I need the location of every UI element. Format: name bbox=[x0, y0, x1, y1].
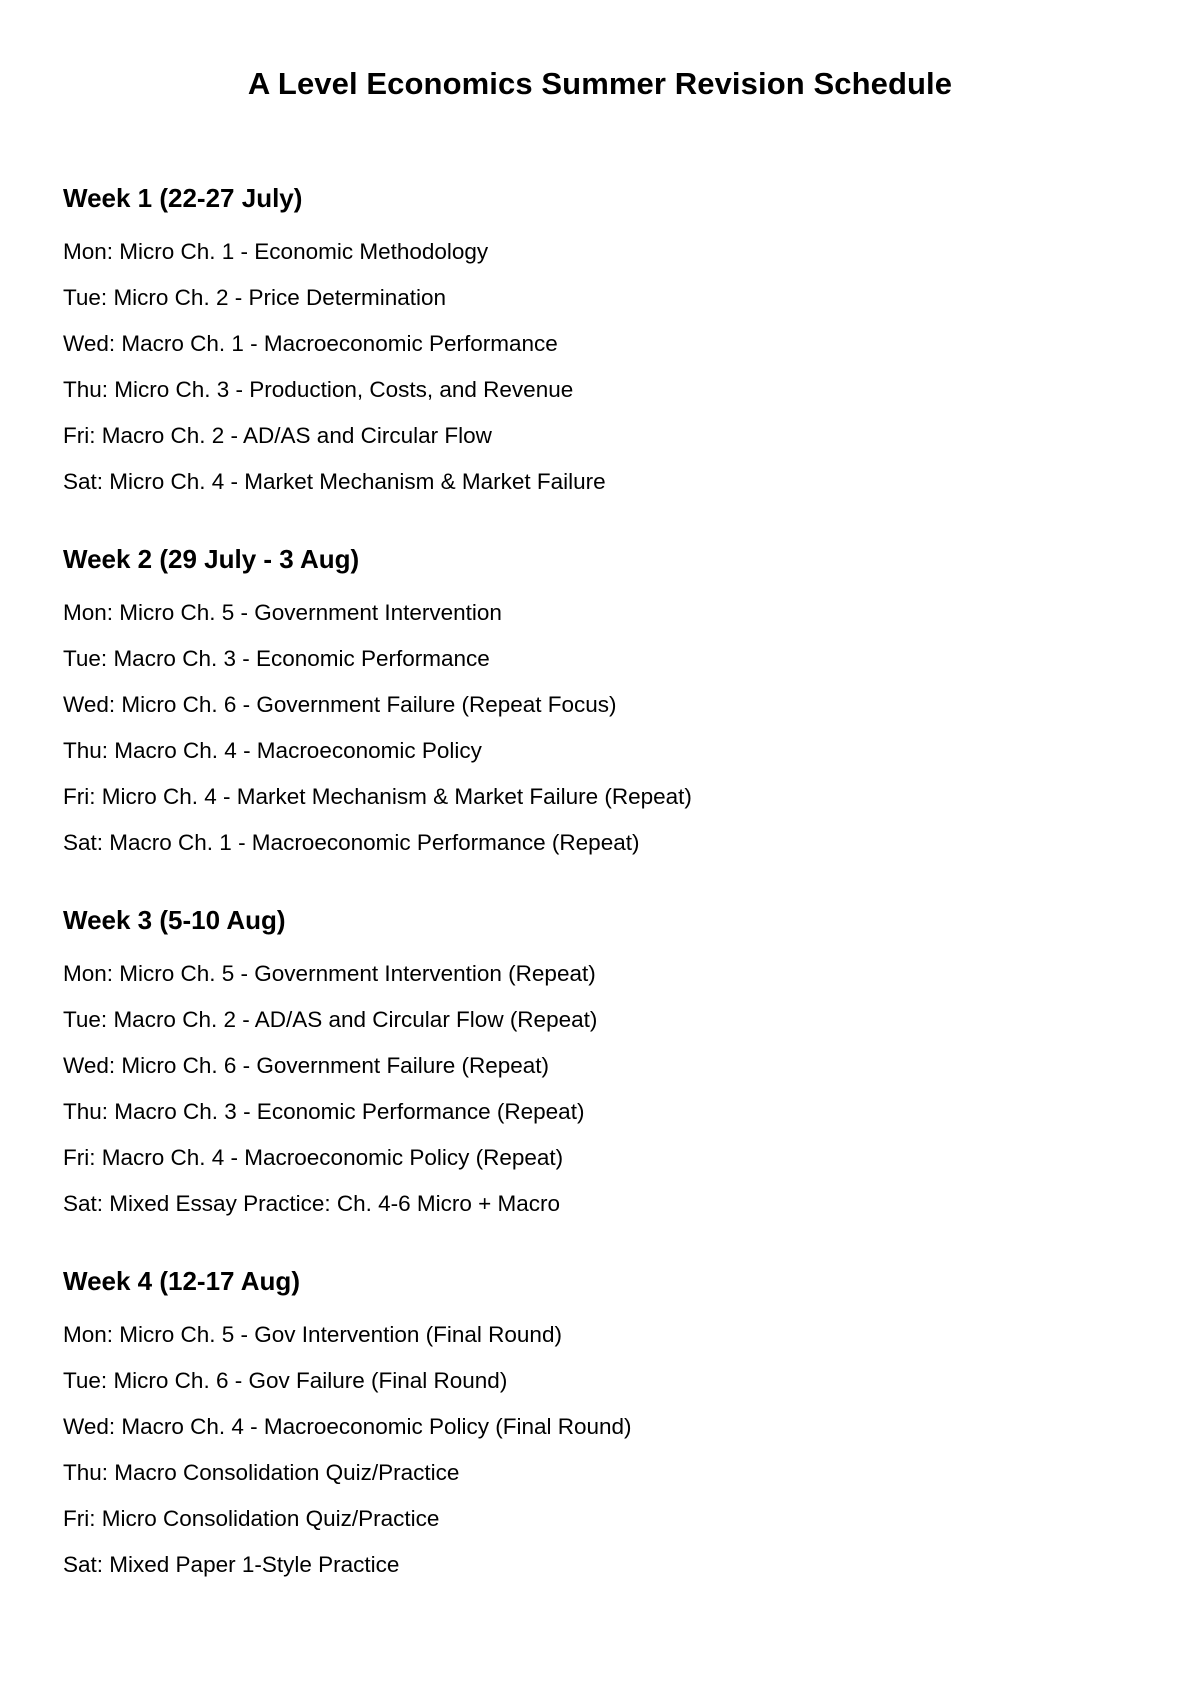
day-item-wed: Wed: Micro Ch. 6 - Government Failure (Repeat Focus) bbox=[63, 692, 617, 717]
week-heading: Week 1 (22-27 July) bbox=[63, 183, 303, 213]
day-item-mon: Mon: Micro Ch. 5 - Government Intervention (Repeat) bbox=[63, 961, 596, 986]
day-item-tue: Tue: Micro Ch. 2 - Price Determination bbox=[63, 285, 447, 310]
day-item-thu: Thu: Macro Ch. 3 - Economic Performance (Repeat) bbox=[63, 1099, 585, 1124]
day-list bbox=[63, 951, 1200, 1227]
day-item-mon: Mon: Micro Ch. 5 - Gov Intervention (Final Round) bbox=[63, 1322, 562, 1347]
week-section-3 bbox=[63, 902, 1200, 1227]
day-item-thu: Thu: Micro Ch. 3 - Production, Costs, and Revenue bbox=[63, 377, 574, 402]
day-item-fri: Fri: Micro Consolidation Quiz/Practice bbox=[63, 1506, 440, 1531]
day-item-mon: Mon: Micro Ch. 5 - Government Intervention bbox=[63, 600, 502, 625]
day-list bbox=[63, 1312, 1200, 1588]
week-section-2 bbox=[63, 541, 1200, 866]
day-item-sat: Sat: Micro Ch. 4 - Market Mechanism & Market Failure bbox=[63, 469, 606, 494]
day-item-thu: Thu: Macro Consolidation Quiz/Practice bbox=[63, 1460, 460, 1485]
day-item-wed: Wed: Macro Ch. 4 - Macroeconomic Policy (Final Round) bbox=[63, 1414, 632, 1439]
week-section-4 bbox=[63, 1263, 1200, 1588]
day-list bbox=[63, 590, 1200, 866]
week-heading: Week 4 (12-17 Aug) bbox=[63, 1266, 300, 1296]
day-item-tue: Tue: Macro Ch. 3 - Economic Performance bbox=[63, 646, 490, 671]
day-item-mon: Mon: Micro Ch. 1 - Economic Methodology bbox=[63, 239, 489, 264]
day-item-sat: Sat: Mixed Essay Practice: Ch. 4-6 Micro + Macro bbox=[63, 1191, 561, 1216]
day-item-sat: Sat: Mixed Paper 1-Style Practice bbox=[63, 1552, 400, 1577]
day-item-sat: Sat: Macro Ch. 1 - Macroeconomic Performance (Repeat) bbox=[63, 830, 640, 855]
day-list bbox=[63, 229, 1200, 505]
week-heading: Week 2 (29 July - 3 Aug) bbox=[63, 544, 360, 574]
document-title: A Level Economics Summer Revision Schedule bbox=[247, 66, 953, 101]
day-item-tue: Tue: Macro Ch. 2 - AD/AS and Circular Flow (Repeat) bbox=[63, 1007, 598, 1032]
day-item-tue: Tue: Micro Ch. 6 - Gov Failure (Final Round) bbox=[63, 1368, 508, 1393]
week-heading: Week 3 (5-10 Aug) bbox=[63, 905, 286, 935]
day-item-fri: Fri: Micro Ch. 4 - Market Mechanism & Market Failure (Repeat) bbox=[63, 784, 692, 809]
day-item-thu: Thu: Macro Ch. 4 - Macroeconomic Policy bbox=[63, 738, 482, 763]
day-item-fri: Fri: Macro Ch. 4 - Macroeconomic Policy (Repeat) bbox=[63, 1145, 564, 1170]
day-item-wed: Wed: Micro Ch. 6 - Government Failure (Repeat) bbox=[63, 1053, 550, 1078]
day-item-wed: Wed: Macro Ch. 1 - Macroeconomic Performance bbox=[63, 331, 558, 356]
day-item-fri: Fri: Macro Ch. 2 - AD/AS and Circular Flow bbox=[63, 423, 492, 448]
week-section-1 bbox=[63, 180, 1200, 505]
